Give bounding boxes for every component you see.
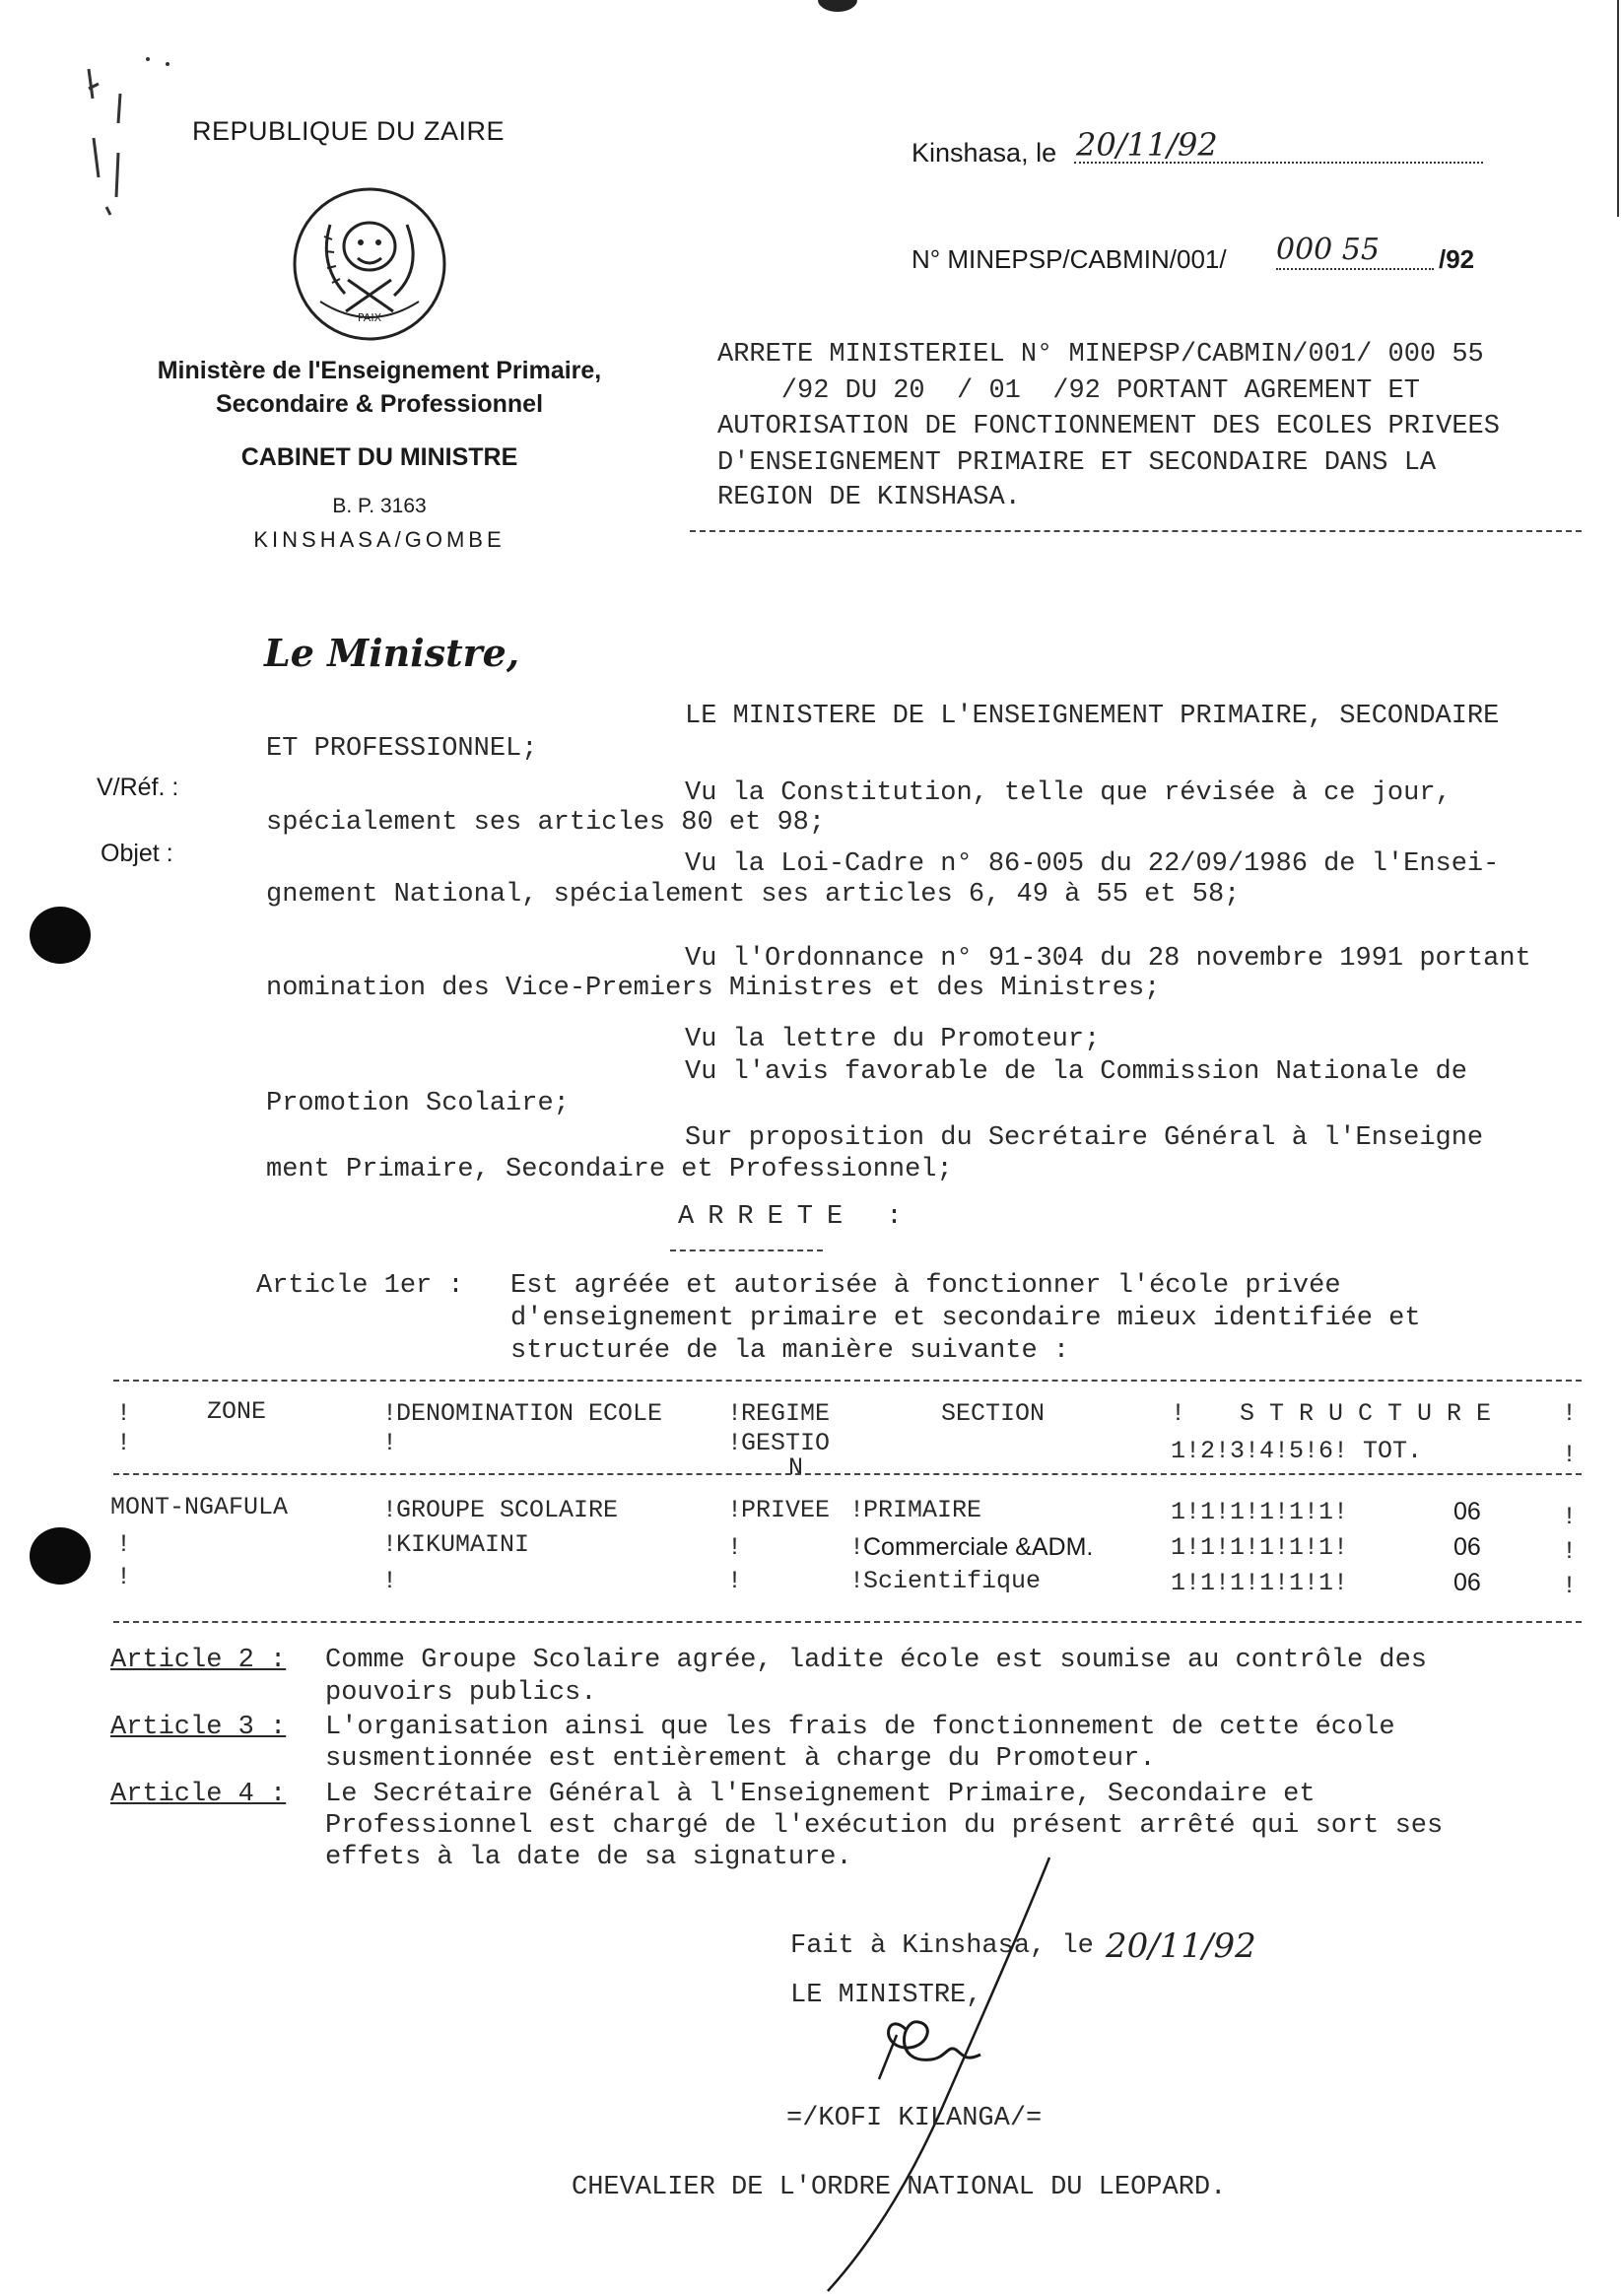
article-1-line: Est agréée et autorisée à fonctionner l'école privée bbox=[510, 1271, 1341, 1301]
title-line: REGION DE KINSHASA. bbox=[717, 483, 1021, 512]
preamble-line: Sur proposition du Secrétaire Général à l'Enseigne bbox=[685, 1123, 1484, 1153]
minister-name: =/KOFI KILANGA/= bbox=[786, 2104, 1043, 2133]
title-divider bbox=[690, 530, 1582, 532]
preamble-line: Vu l'Ordonnance n° 91-304 du 28 novembre 1991 portant bbox=[685, 944, 1531, 974]
article-4-line: effets à la date de sa signature. bbox=[325, 1843, 852, 1872]
table-border-char: ! bbox=[727, 1567, 743, 1595]
article-1-label: Article 1er : bbox=[256, 1271, 464, 1301]
table-border-char: ! bbox=[1562, 1572, 1578, 1600]
article-3-line: L'organisation ainsi que les frais de fonctionnement de cette école bbox=[325, 1713, 1395, 1742]
table-border-char: ! bbox=[1171, 1399, 1186, 1428]
table-border-char: ! bbox=[727, 1429, 743, 1457]
po-box: B. P. 3163 bbox=[332, 495, 427, 517]
table-cell-denomination: KIKUMAINI bbox=[396, 1530, 530, 1559]
article-3-label: Article 3 : bbox=[110, 1713, 287, 1742]
article-4-label: Article 4 : bbox=[110, 1780, 287, 1809]
article-4-line: Professionnel est chargé de l'exécution du présent arrêté qui sort ses bbox=[325, 1811, 1444, 1841]
table-border-char: ! bbox=[727, 1399, 743, 1428]
article-4-line: Le Secrétaire Général à l'Enseignement Primaire, Secondaire et bbox=[325, 1780, 1316, 1809]
handwritten-signature bbox=[808, 1853, 1064, 2296]
preamble-line: Promotion Scolaire; bbox=[266, 1089, 570, 1118]
table-header-structure-cols: 1!2!3!4!5!6! TOT. bbox=[1171, 1437, 1423, 1465]
scan-edge-line bbox=[1617, 0, 1619, 217]
table-cell-total: 06 bbox=[1453, 1498, 1481, 1525]
title-line: D'ENSEIGNEMENT PRIMAIRE ET SECONDAIRE DANS LA bbox=[717, 448, 1437, 478]
objet-label: Objet : bbox=[101, 840, 173, 867]
made-at-label: Fait à Kinshasa, le bbox=[790, 1931, 1094, 1961]
margin-marks bbox=[59, 39, 177, 217]
table-cell-structure: 1!1!1!1!1!1! bbox=[1171, 1498, 1349, 1526]
table-cell-section: Commerciale &ADM. bbox=[863, 1533, 1094, 1561]
table-border-char: ! bbox=[116, 1530, 132, 1559]
scan-artifact bbox=[818, 0, 857, 12]
table-border-char: ! bbox=[1562, 1537, 1578, 1566]
table-cell-denomination: GROUPE SCOLAIRE bbox=[396, 1496, 619, 1524]
table-border-char: ! bbox=[1562, 1503, 1578, 1531]
article-1-line: d'enseignement primaire et secondaire mieux identifiée et bbox=[510, 1304, 1421, 1333]
punch-hole bbox=[30, 907, 91, 964]
republic-name: REPUBLIQUE DU ZAIRE bbox=[192, 116, 506, 146]
ref-dotted-line bbox=[1276, 268, 1434, 270]
ministry-line-1: Ministère de l'Enseignement Primaire, bbox=[157, 357, 602, 384]
table-header-rule bbox=[113, 1473, 1582, 1475]
table-cell-section: Scientifique bbox=[863, 1567, 1042, 1595]
table-header-structure: S T R U C T U R E bbox=[1240, 1399, 1492, 1428]
table-border-char: ! bbox=[382, 1496, 398, 1524]
table-bottom-rule bbox=[113, 1621, 1582, 1623]
article-3-line: susmentionnée est entièrement à charge du Promoteur. bbox=[325, 1744, 1156, 1774]
table-cell-structure: 1!1!1!1!1!1! bbox=[1171, 1533, 1349, 1562]
table-border-char: ! bbox=[116, 1429, 132, 1457]
table-cell-regime: PRIVEE bbox=[741, 1496, 831, 1524]
table-border-char: ! bbox=[116, 1399, 132, 1428]
table-header-denomination: DENOMINATION ECOLE bbox=[396, 1399, 663, 1428]
cabinet-title: CABINET DU MINISTRE bbox=[240, 443, 518, 471]
table-header-section: SECTION bbox=[941, 1399, 1046, 1428]
preamble-line: ment Primaire, Secondaire et Professionnel; bbox=[266, 1155, 953, 1184]
emblem-seal-icon bbox=[291, 185, 448, 343]
table-top-rule bbox=[113, 1380, 1582, 1382]
preamble-line: Vu la Constitution, telle que révisée à ce jour, bbox=[685, 778, 1452, 808]
minister-honorific: CHEVALIER DE L'ORDRE NATIONAL DU LEOPARD. bbox=[572, 2173, 1227, 2202]
punch-hole bbox=[30, 1527, 91, 1585]
date-dotted-line bbox=[1074, 162, 1483, 164]
table-header-regime-2: GESTIO bbox=[741, 1429, 831, 1457]
title-line: /92 DU 20 / 01 /92 PORTANT AGREMENT ET bbox=[717, 376, 1420, 406]
table-border-char: ! bbox=[727, 1496, 743, 1524]
arrete-heading: ARRETE : bbox=[678, 1202, 916, 1232]
letterhead-city: KINSHASA/GOMBE bbox=[253, 527, 506, 552]
table-header-regime: REGIME bbox=[741, 1399, 831, 1428]
article-2-label: Article 2 : bbox=[110, 1646, 287, 1675]
article-2-line: pouvoirs publics. bbox=[325, 1678, 597, 1708]
preamble-line: ET PROFESSIONNEL; bbox=[266, 734, 538, 764]
preamble-line: Vu l'avis favorable de la Commission Nationale de bbox=[685, 1057, 1467, 1087]
title-line: AUTORISATION DE FONCTIONNEMENT DES ECOLES PRIVEES bbox=[717, 412, 1500, 441]
table-border-char: ! bbox=[1562, 1399, 1578, 1428]
article-1-line: structurée de la manière suivante : bbox=[510, 1336, 1070, 1366]
handwritten-ref-number: 000 55 bbox=[1276, 233, 1380, 267]
table-border-char: ! bbox=[849, 1533, 865, 1562]
arrete-underline bbox=[670, 1249, 823, 1251]
table-cell-structure: 1!1!1!1!1!1! bbox=[1171, 1569, 1349, 1597]
table-header-regime-3: N bbox=[788, 1453, 804, 1482]
preamble-line: nomination des Vice-Premiers Ministres et des Ministres; bbox=[266, 974, 1161, 1003]
preamble-line: gnement National, spécialement ses articles 6, 49 à 55 et 58; bbox=[266, 880, 1241, 910]
preamble-line: LE MINISTERE DE L'ENSEIGNEMENT PRIMAIRE, SECONDAIRE bbox=[685, 702, 1500, 731]
handwritten-signature-date: 20/11/92 bbox=[1106, 1926, 1256, 1966]
table-border-char: ! bbox=[849, 1496, 865, 1524]
table-border-char: ! bbox=[727, 1533, 743, 1562]
preamble-line: Vu la lettre du Promoteur; bbox=[685, 1025, 1101, 1054]
title-line: ARRETE MINISTERIEL N° MINEPSP/CABMIN/001/ 000 55 bbox=[717, 340, 1484, 370]
table-cell-total: 06 bbox=[1453, 1569, 1481, 1596]
table-border-char: ! bbox=[849, 1567, 865, 1595]
svg-text:PAIX: PAIX bbox=[357, 311, 382, 324]
table-border-char: ! bbox=[382, 1429, 398, 1457]
reference-suffix: /92 bbox=[1439, 244, 1475, 274]
table-border-char: ! bbox=[116, 1563, 132, 1591]
table-cell-zone: MONT-NGAFULA bbox=[110, 1493, 289, 1521]
preamble-line: spécialement ses articles 80 et 98; bbox=[266, 808, 826, 838]
place-label: Kinshasa, le bbox=[912, 138, 1057, 168]
reference-label: N° MINEPSP/CABMIN/001/ bbox=[912, 244, 1227, 274]
table-border-char: ! bbox=[1562, 1441, 1578, 1469]
signature-header: Le Ministre, bbox=[264, 631, 520, 675]
table-cell-total: 06 bbox=[1453, 1533, 1481, 1561]
minister-role: LE MINISTRE, bbox=[790, 1981, 982, 2010]
ministry-line-2: Secondaire & Professionnel bbox=[215, 390, 544, 418]
table-header-zone: ZONE bbox=[207, 1397, 267, 1426]
table-border-char: ! bbox=[382, 1567, 398, 1595]
table-cell-section: PRIMAIRE bbox=[863, 1496, 982, 1524]
article-2-line: Comme Groupe Scolaire agrée, ladite école est soumise au contrôle des bbox=[325, 1646, 1427, 1675]
handwritten-date: 20/11/92 bbox=[1076, 126, 1218, 164]
preamble-line: Vu la Loi-Cadre n° 86-005 du 22/09/1986 de l'Ensei- bbox=[685, 849, 1500, 879]
table-border-char: ! bbox=[382, 1530, 398, 1559]
table-border-char: ! bbox=[382, 1399, 398, 1428]
vref-label: V/Réf. : bbox=[97, 774, 179, 801]
